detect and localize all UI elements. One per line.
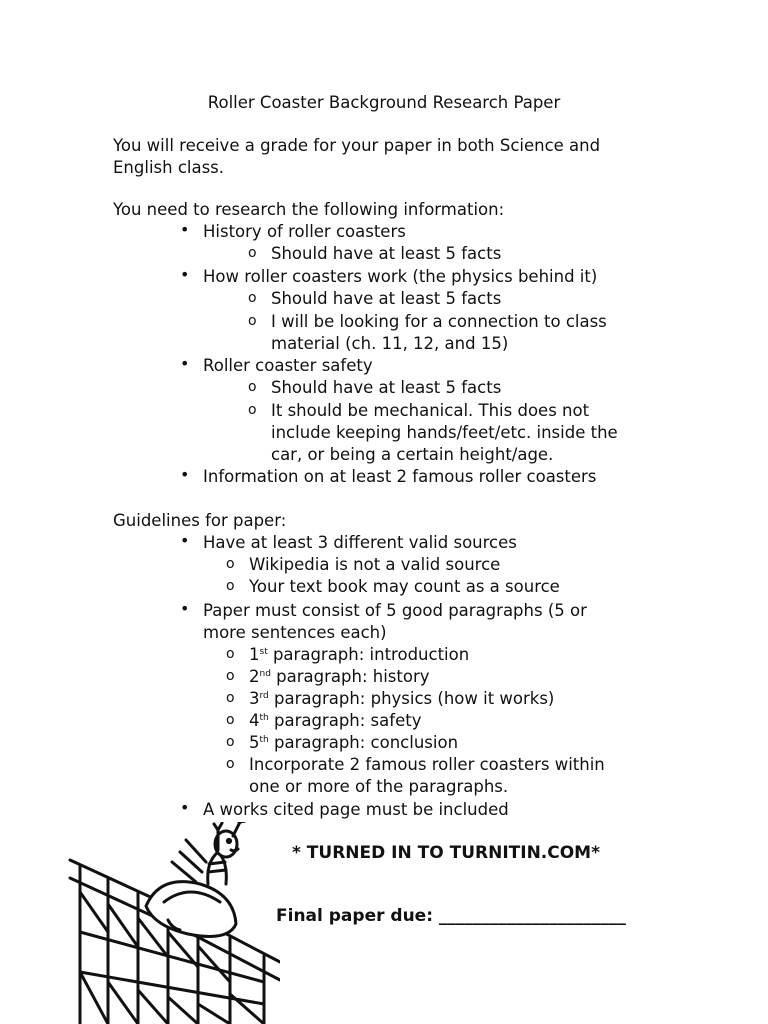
sub-bullet-marker: o (248, 290, 257, 306)
bullet-marker: • (180, 798, 190, 817)
list-item-history-facts: Should have at least 5 facts (271, 244, 502, 263)
list-item-paragraphs-cont: more sentences each) (203, 623, 387, 642)
sub-bullet-marker: o (226, 756, 235, 772)
list-item-paragraphs: Paper must consist of 5 good paragraphs (5 or (203, 601, 587, 620)
list-item-how-facts: Should have at least 5 facts (271, 289, 502, 308)
list-item-paragraph-1: 1st paragraph: introduction (249, 645, 470, 664)
sub-bullet-marker: o (226, 646, 235, 662)
list-item-safety-mechanical: It should be mechanical. This does not (271, 401, 590, 420)
sub-bullet-marker: o (248, 402, 257, 418)
sub-bullet-marker: o (226, 578, 235, 594)
bullet-marker: • (180, 531, 190, 550)
page-title: Roller Coaster Background Research Paper (207, 93, 561, 112)
list-item-paragraph-2: 2nd paragraph: history (249, 667, 430, 686)
due-date-line: Final paper due: ______________________ (276, 906, 626, 926)
bullet-marker: • (180, 354, 190, 373)
sub-bullet-marker: o (226, 712, 235, 728)
list-item-works-cited: A works cited page must be included (203, 800, 509, 819)
list-item-paragraph-3: 3rd paragraph: physics (how it works) (249, 689, 555, 708)
sub-bullet-marker: o (226, 734, 235, 750)
list-item-paragraph-5: 5th paragraph: conclusion (249, 733, 459, 752)
sub-bullet-marker: o (226, 668, 235, 684)
bullet-marker: • (180, 465, 190, 484)
bullet-marker: • (180, 220, 190, 239)
list-item-textbook: Your text book may count as a source (249, 577, 560, 596)
list-item-how: How roller coasters work (the physics behind it) (203, 267, 598, 286)
list-item-sources: Have at least 3 different valid sources (203, 533, 517, 552)
list-item-incorporate-cont: one or more of the paragraphs. (249, 777, 509, 796)
bullet-marker: • (180, 599, 190, 618)
intro-line-1: You will receive a grade for your paper in both Science and (113, 136, 601, 155)
list-item-safety-mechanical-cont: car, or being a certain height/age. (271, 445, 554, 464)
list-item-safety-mechanical-cont: include keeping hands/feet/etc. inside the (271, 423, 618, 442)
intro-line-2: English class. (113, 158, 225, 177)
list-item-safety: Roller coaster safety (203, 356, 373, 375)
list-item-famous: Information on at least 2 famous roller coasters (203, 467, 597, 486)
list-item-wikipedia: Wikipedia is not a valid source (249, 555, 501, 574)
turnitin-notice: * TURNED IN TO TURNITIN.COM* (292, 843, 600, 863)
sub-bullet-marker: o (248, 245, 257, 261)
list-item-paragraph-4: 4th paragraph: safety (249, 711, 422, 730)
guidelines-heading: Guidelines for paper: (113, 511, 287, 530)
sub-bullet-marker: o (248, 313, 257, 329)
list-item-how-connection: I will be looking for a connection to class (271, 312, 607, 331)
list-item-how-connection-cont: material (ch. 11, 12, and 15) (271, 334, 509, 353)
sub-bullet-marker: o (226, 556, 235, 572)
roller-coaster-rider-icon (68, 822, 280, 1024)
research-heading: You need to research the following information: (113, 200, 505, 219)
list-item-safety-facts: Should have at least 5 facts (271, 378, 502, 397)
list-item-incorporate: Incorporate 2 famous roller coasters within (249, 755, 605, 774)
bullet-marker: • (180, 265, 190, 284)
sub-bullet-marker: o (248, 379, 257, 395)
sub-bullet-marker: o (226, 690, 235, 706)
list-item-history: History of roller coasters (203, 222, 406, 241)
